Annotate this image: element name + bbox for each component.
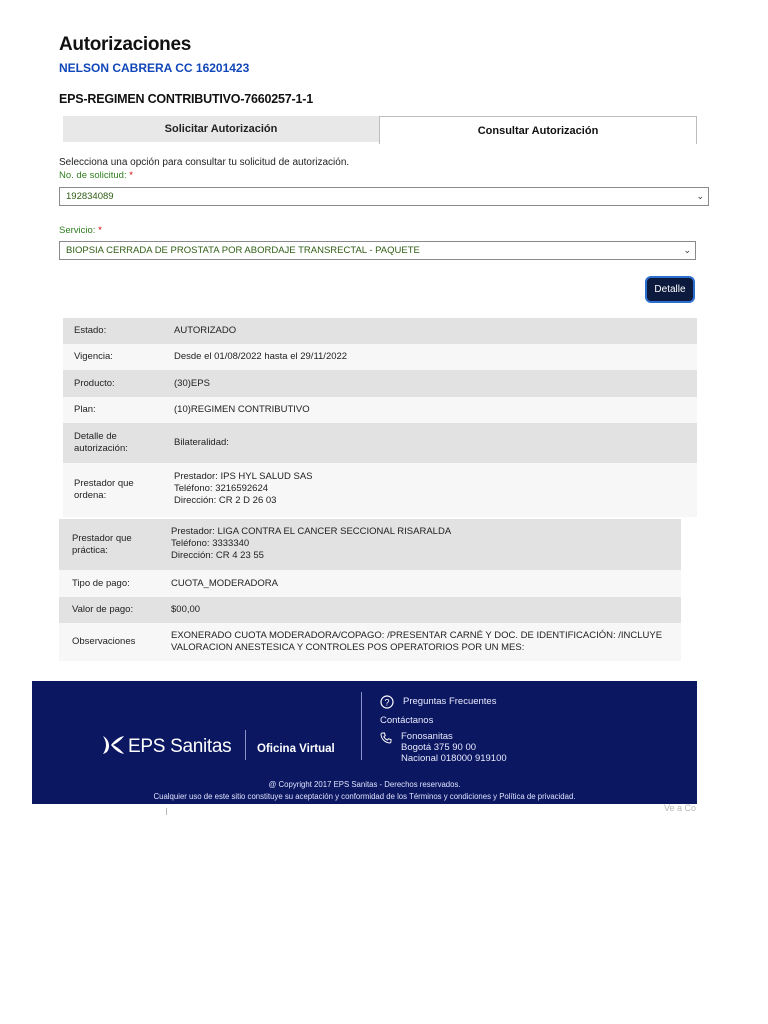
brand-name: Sanitas [170, 736, 232, 757]
required-mark: * [129, 170, 133, 181]
tabs [63, 116, 697, 143]
tab-solicitar[interactable]: Solicitar Autorización [63, 116, 379, 142]
row-value: Desde el 01/08/2022 hasta el 29/11/2022 [174, 351, 348, 362]
row-value: CUOTA_MODERADORA [171, 577, 278, 589]
row-key: Tipo de pago: [72, 577, 130, 589]
nacional-phone[interactable]: Nacional 018000 919100 [401, 753, 507, 764]
sanitas-logo-icon [101, 734, 125, 756]
row-value: AUTORIZADO [174, 325, 237, 336]
contact-title: Contáctanos [380, 715, 434, 726]
solicitud-select-value: 192834089 [66, 191, 114, 202]
telefono-line: Teléfono: 3333340 [171, 538, 250, 549]
row-key: Detalle de autorización: [74, 431, 128, 454]
copyright: @ Copyright 2017 EPS Sanitas - Derechos reservados. [268, 780, 461, 789]
footer-divider [245, 730, 246, 760]
row-value: $00,00 [171, 604, 201, 615]
table-row [59, 519, 681, 570]
fonosanitas-label: Fonosanitas [401, 731, 453, 742]
regimen-label: EPS-REGIMEN CONTRIBUTIVO-7660257-1-1 [59, 92, 313, 106]
table-row [59, 623, 681, 661]
phone-icon [380, 732, 392, 744]
footer [32, 681, 697, 804]
user-name: NELSON CABRERA CC 16201423 [59, 61, 250, 75]
row-value: (30)EPS [174, 377, 210, 389]
table-row [63, 370, 697, 397]
direccion-line: Dirección: CR 2 D 26 03 [174, 495, 277, 506]
brand-logo[interactable] [128, 736, 231, 758]
row-value: (10)REGIMEN CONTRIBUTIVO [174, 404, 310, 415]
detalle-button[interactable]: Detalle [645, 276, 695, 303]
question-circle-icon [380, 695, 394, 709]
form-hint: Selecciona una opción para consultar tu solicitud de autorización. [59, 157, 350, 168]
table-row [63, 423, 697, 463]
watermark-text: Ve a Co [664, 803, 697, 813]
divider-mark [166, 808, 167, 815]
brand-prefix: EPS [128, 736, 166, 757]
footer-divider [361, 692, 362, 760]
row-value [171, 526, 451, 562]
table-row [59, 597, 681, 623]
row-value [174, 471, 313, 507]
table-row [63, 344, 697, 370]
row-key: Vigencia: [74, 351, 113, 362]
table-row [63, 397, 697, 423]
faq-link[interactable]: Preguntas Frecuentes [403, 696, 497, 707]
tab-consultar[interactable]: Consultar Autorización [379, 116, 697, 144]
row-key: Plan: [74, 404, 96, 415]
row-key: Prestador que ordena: [74, 478, 134, 501]
row-value: Bilateralidad: [174, 437, 229, 448]
oficina-virtual: Oficina Virtual [257, 743, 335, 755]
prestador-line: Prestador: LIGA CONTRA EL CANCER SECCIONAL RISARALDA [171, 526, 452, 537]
row-key: Prestador que práctica: [72, 532, 132, 556]
table-row [63, 463, 697, 517]
servicio-label-text: Servicio: [59, 225, 96, 236]
direccion-line: Dirección: CR 4 23 55 [171, 550, 264, 561]
row-key: Producto: [74, 377, 115, 389]
prestador-line: Prestador: IPS HYL SALUD SAS [174, 471, 313, 482]
chevron-down-icon: ⌄ [696, 190, 704, 201]
solicitud-label [59, 170, 133, 181]
terms-text[interactable]: Cualquier uso de este sitio constituye su aceptación y conformidad de los Términos y condiciones y Política de privacidad. [153, 792, 576, 801]
row-key: Valor de pago: [72, 604, 134, 615]
table-row [59, 570, 681, 597]
svg-text:?: ? [384, 697, 390, 708]
page-title: Autorizaciones [59, 34, 191, 55]
servicio-select[interactable] [59, 241, 696, 260]
servicio-select-value: BIOPSIA CERRADA DE PROSTATA POR ABORDAJE TRANSRECTAL - PAQUETE [66, 245, 420, 256]
row-key: Estado: [74, 325, 107, 336]
chevron-down-icon: ⌄ [683, 244, 691, 255]
telefono-line: Teléfono: 3216592624 [174, 483, 269, 494]
row-key: Observaciones [72, 636, 136, 647]
row-value: EXONERADO CUOTA MODERADORA/COPAGO: /PRESENTAR CARNÉ Y DOC. DE IDENTIFICACIÓN: /INCLUYE VALORACION ANESTESICA Y CONTROLES POS OPERATORIOS POR UN MES: [171, 630, 663, 653]
servicio-label [59, 225, 102, 236]
solicitud-select[interactable] [59, 187, 709, 206]
solicitud-label-text: No. de solicitud: [59, 170, 127, 181]
bogota-phone[interactable]: Bogotá 375 90 00 [401, 742, 477, 753]
table-row [63, 318, 697, 344]
required-mark: * [98, 225, 102, 236]
